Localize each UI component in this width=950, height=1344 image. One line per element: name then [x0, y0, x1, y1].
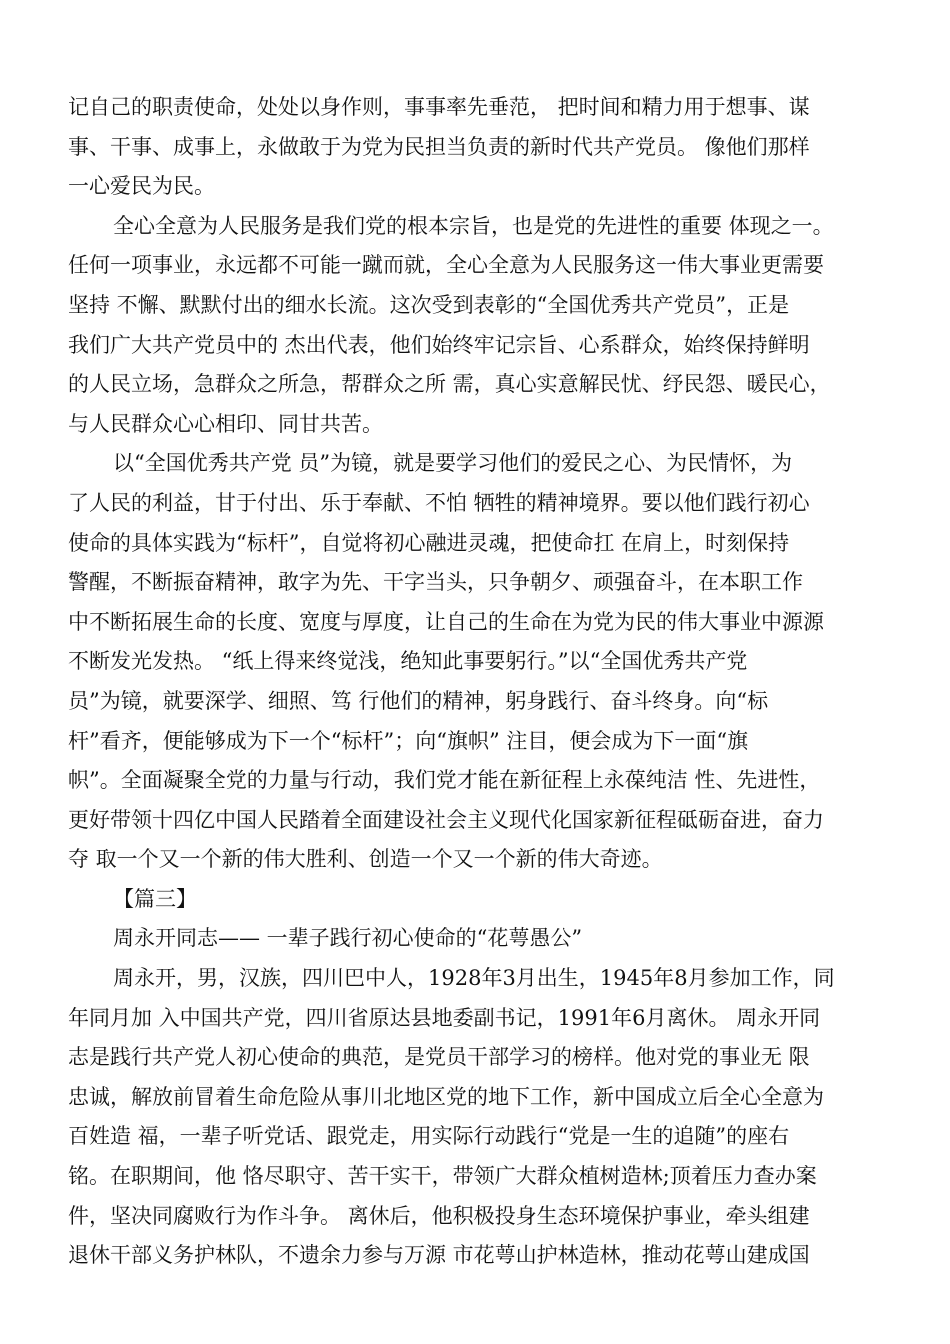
text-line: 退休干部义务护林队，不遗余力参与万源 市花萼山护林造林，推动花萼山建成国 [68, 1243, 810, 1268]
text-line: 帜”。全面凝聚全党的力量与行动，我们党才能在新征程上永葆纯洁 性、先进性， [68, 768, 821, 793]
section-subtitle: 周永开同志—— 一辈子践行初心使命的“花萼愚公” [113, 926, 583, 951]
section-heading: 【篇三】 [113, 886, 197, 911]
text-line: 坚持 不懈、默默付出的细水长流。这次受到表彰的“全国优秀共产党员”，正是 [68, 292, 790, 317]
text-line: 与人民群众心心相印、同甘共苦。 [68, 411, 383, 436]
text-line: 员”为镜，就要深学、细照、笃 行他们的精神，躬身践行、奋斗终身。向“标 [68, 688, 769, 713]
text-line: 夺 取一个又一个新的伟大胜利、创造一个又一个新的伟大奇迹。 [68, 847, 663, 872]
paragraph-first-line: 以“全国优秀共产党 员”为镜，就是要学习他们的爱民之心、为民情怀，为 [113, 451, 793, 476]
text-line: 我们广大共产党员中的 杰出代表，他们始终牢记宗旨、心系群众，始终保持鲜明 [68, 332, 810, 357]
text-line: 的人民立场，急群众之所急，帮群众之所 需，真心实意解民忧、纾民怨、暖民心， [68, 372, 831, 397]
text-line: 一心爱民为民。 [68, 174, 215, 199]
text-line: 记自己的职责使命，处处以身作则，事事率先垂范， 把时间和精力用于想事、谋 [68, 95, 810, 119]
text-line: 使命的具体实践为“标杆”，自觉将初心融进灵魂，把使命扛 在肩上，时刻保持 [68, 530, 790, 555]
text-line: 年同月加 入中国共产党，四川省原达县地委副书记，1991年6月离休。 周永开同 [68, 1005, 821, 1030]
document-page [68, 88, 890, 1276]
text-line: 忠诚，解放前冒着生命危险从事川北地区党的地下工作，新中国成立后全心全意为 [68, 1084, 824, 1109]
text-line: 杆”看齐，便能够成为下一个“标杆”；向“旗帜” 注目，便会成为下一面“旗 [68, 728, 749, 753]
text-line: 件，坚决同腐败行为作斗争。 离休后，他积极投身生态环境保护事业，牵头组建 [68, 1203, 810, 1228]
text-line: 不断发光发热。 “纸上得来终觉浅，绝知此事要躬行。”以“全国优秀共产党 [68, 649, 748, 674]
text-line: 任何一项事业，永远都不可能一蹴而就，全心全意为人民服务这一伟大事业更需要 [68, 253, 824, 278]
text-line: 志是践行共产党人初心使命的典范，是党员干部学习的榜样。他对党的事业无 限 [68, 1045, 810, 1070]
text-line: 事、干事、成事上，永做敢于为党为民担当负责的新时代共产党员。 像他们那样 [68, 134, 810, 159]
paragraph-first-line: 周永开，男，汉族，四川巴中人，1928年3月出生，1945年8月参加工作，同 [113, 966, 835, 991]
paragraph-first-line: 全心全意为人民服务是我们党的根本宗旨，也是党的先进性的重要 体现之一。 [113, 213, 834, 238]
text-line: 警醒，不断振奋精神，敢字为先、干字当头，只争朝夕、顽强奋斗，在本职工作 [68, 570, 803, 595]
text-line: 更好带领十四亿中国人民踏着全面建设社会主义现代化国家新征程砥砺奋进，奋力 [68, 807, 824, 832]
text-line: 百姓造 福，一辈子听党话、跟党走，用实际行动践行“党是一生的追随”的座右 [68, 1124, 790, 1149]
text-line: 铭。在职期间，他 恪尽职守、苦干实干，带领广大群众植树造林;顶着压力查办案 [68, 1164, 817, 1189]
text-line: 了人民的利益，甘于付出、乐于奉献、不怕 牺牲的精神境界。要以他们践行初心 [68, 490, 810, 515]
text-line: 中不断拓展生命的长度、宽度与厚度，让自己的生命在为党为民的伟大事业中源源 [68, 609, 824, 634]
